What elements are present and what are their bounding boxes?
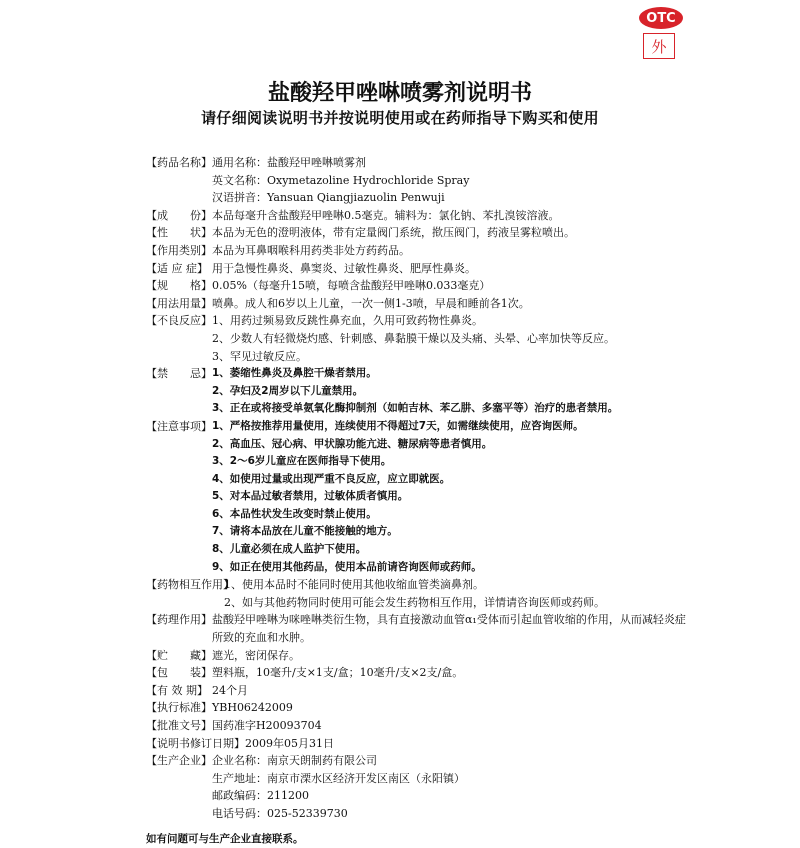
english-name: 英文名称：Oxymetazoline Hydrochloride Spray bbox=[212, 173, 470, 187]
section-indications bbox=[146, 260, 786, 278]
section-label: 【适 应 症】 bbox=[146, 261, 208, 275]
company-name: 企业名称：南京天朗制药有限公司 bbox=[212, 754, 377, 768]
properties-text: 本品为无色的澄明液体，带有定量阀门系统，揿压阀门，药液呈雾粒喷出。 bbox=[212, 226, 575, 240]
section-pharmacology bbox=[146, 611, 786, 646]
list-item: 1、使用本品时不能同时使用其他收缩血管类滴鼻剂。 bbox=[224, 578, 484, 592]
list-item: 2、孕妇及2周岁以下儿童禁用。 bbox=[212, 384, 364, 397]
section-interactions bbox=[146, 576, 786, 611]
revision-text: 2009年05月31日 bbox=[245, 736, 334, 750]
section-label: 【用法用量】 bbox=[146, 296, 212, 310]
company-address: 生产地址：南京市溧水区经济开发区南区（永阳镇） bbox=[212, 771, 465, 785]
section-precautions bbox=[146, 418, 786, 576]
section-revision bbox=[146, 735, 786, 753]
pharmacology-line: 盐酸羟甲唑啉为咪唑啉类衍生物，具有直接激动血管α₁受体而引起血管收缩的作用，从而减轻炎症 bbox=[212, 613, 686, 627]
section-label: 【有 效 期】 bbox=[146, 683, 208, 697]
section-label: 【药品名称】 bbox=[146, 156, 212, 169]
list-item: 1、用药过频易致反跳性鼻充血，久用可致药物性鼻炎。 bbox=[212, 314, 483, 328]
approval-text: 国药准字H20093704 bbox=[212, 719, 322, 732]
section-label: 【包 装】 bbox=[146, 666, 212, 680]
pharmacology-line: 所致的充血和水肿。 bbox=[212, 631, 311, 645]
section-validity bbox=[146, 682, 786, 700]
section-package bbox=[146, 664, 786, 682]
footer-note: 如有问题可与生产企业直接联系。 bbox=[146, 832, 304, 845]
list-item: 2、少数人有轻微烧灼感、针刺感、鼻黏膜干燥以及头痛、头晕、心率加快等反应。 bbox=[212, 331, 615, 345]
section-label: 【性 状】 bbox=[146, 226, 212, 240]
section-specification bbox=[146, 277, 786, 295]
category-text: 本品为耳鼻咽喉科用药类非处方药药品。 bbox=[212, 243, 410, 257]
list-item: 5、对本品过敏者禁用，过敏体质者慎用。 bbox=[212, 490, 409, 503]
list-item: 4、如使用过量或出现严重不良反应，应立即就医。 bbox=[212, 472, 451, 485]
section-storage bbox=[146, 647, 786, 665]
section-composition bbox=[146, 207, 786, 225]
section-category bbox=[146, 242, 786, 260]
section-dosage bbox=[146, 295, 786, 313]
section-drug-name bbox=[146, 154, 786, 207]
list-item: 2、高血压、冠心病、甲状腺功能亢进、糖尿病等患者慎用。 bbox=[212, 437, 493, 450]
otc-mark: OTC bbox=[639, 7, 683, 29]
list-item: 6、本品性状发生改变时禁止使用。 bbox=[212, 507, 377, 520]
page-title: 盐酸羟甲唑啉喷雾剂说明书 bbox=[267, 81, 532, 106]
storage-text: 遮光，密闭保存。 bbox=[212, 648, 300, 662]
list-item: 2、如与其他药物同时使用可能会发生药物相互作用，详情请咨询医师或药师。 bbox=[224, 595, 605, 609]
postal-code: 邮政编码：211200 bbox=[212, 789, 309, 803]
package-text: 塑料瓶，10毫升/支×1支/盒；10毫升/支×2支/盒。 bbox=[212, 666, 464, 680]
list-item: 7、请将本品放在儿童不能接触的地方。 bbox=[212, 525, 398, 538]
section-contraindications bbox=[146, 365, 786, 418]
section-label: 【注意事项】 bbox=[146, 419, 212, 433]
section-label: 【药物相互作用】 bbox=[146, 578, 234, 592]
section-label: 【不良反应】 bbox=[146, 314, 212, 328]
section-label: 【生产企业】 bbox=[146, 754, 212, 768]
standard-text: YBH06242009 bbox=[212, 701, 293, 715]
section-label: 【说明书修订日期】 bbox=[146, 736, 245, 750]
list-item: 1、萎缩性鼻炎及鼻腔干燥者禁用。 bbox=[212, 367, 377, 380]
generic-name: 通用名称：盐酸羟甲唑啉喷雾剂 bbox=[212, 156, 366, 169]
dosage-text: 喷鼻。成人和6岁以上儿童，一次一侧1-3喷，早晨和睡前各1次。 bbox=[212, 296, 530, 310]
list-item: 8、儿童必须在成人监护下使用。 bbox=[212, 543, 367, 556]
section-approval bbox=[146, 717, 786, 735]
validity-text: 24个月 bbox=[212, 683, 248, 697]
section-label: 【药理作用】 bbox=[146, 613, 212, 627]
page-subtitle: 请仔细阅读说明书并按说明使用或在药师指导下购买和使用 bbox=[201, 109, 599, 127]
pinyin-name: 汉语拼音：Yansuan Qiangjiazuolin Penwuji bbox=[212, 191, 445, 205]
section-label: 【贮 藏】 bbox=[146, 648, 212, 662]
otc-badge bbox=[639, 7, 683, 67]
indications-text: 用于急慢性鼻炎、鼻窦炎、过敏性鼻炎、肥厚性鼻炎。 bbox=[212, 261, 476, 275]
list-item: 1、严格按推荐用量使用，连续使用不得超过7天，如需继续使用，应咨询医师。 bbox=[212, 419, 584, 432]
section-label: 【规 格】 bbox=[146, 279, 212, 293]
list-item: 3、2～6岁儿童应在医师指导下使用。 bbox=[212, 455, 392, 468]
list-item: 9、如正在使用其他药品，使用本品前请咨询医师或药师。 bbox=[212, 560, 482, 573]
section-label: 【作用类别】 bbox=[146, 243, 212, 257]
section-standard bbox=[146, 699, 786, 717]
external-use-mark: 外 bbox=[643, 33, 675, 59]
list-item: 3、罕见过敏反应。 bbox=[212, 349, 307, 363]
list-item: 3、正在或将接受单氨氧化酶抑制剂（如帕吉林、苯乙肼、多塞平等）治疗的患者禁用。 bbox=[212, 402, 619, 415]
section-label: 【成 份】 bbox=[146, 208, 212, 222]
composition-text: 本品每毫升含盐酸羟甲唑啉0.5毫克。辅料为：氯化钠、苯扎溴铵溶液。 bbox=[212, 208, 560, 222]
section-label: 【批准文号】 bbox=[146, 719, 212, 732]
leaflet-body bbox=[146, 154, 786, 848]
section-adverse-reactions bbox=[146, 312, 786, 365]
section-manufacturer bbox=[146, 752, 786, 822]
section-label: 【执行标准】 bbox=[146, 701, 212, 715]
section-properties bbox=[146, 224, 786, 242]
phone-number: 电话号码：025-52339730 bbox=[212, 806, 348, 820]
specification-text: 0.05%（每毫升15喷，每喷含盐酸羟甲唑啉0.033毫克） bbox=[212, 279, 491, 293]
section-label: 【禁 忌】 bbox=[146, 367, 212, 381]
